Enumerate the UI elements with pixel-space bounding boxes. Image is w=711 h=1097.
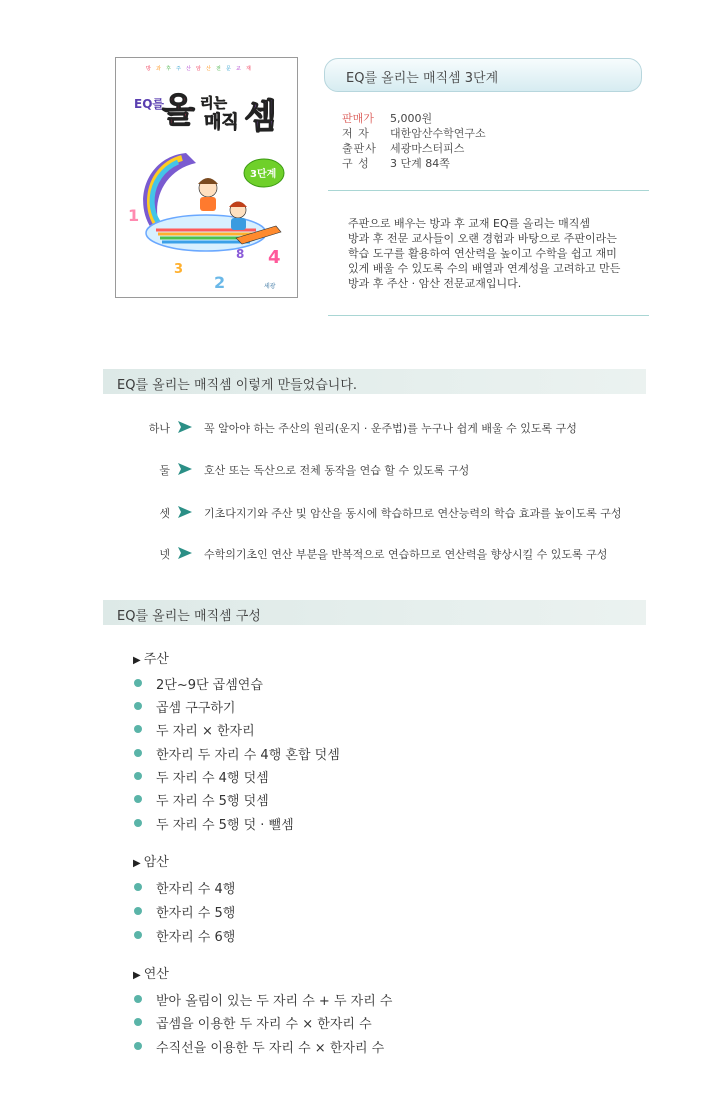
cover-stage-badge: 3단계: [250, 169, 277, 180]
list-item-text: 두 자리 수 5행 덧셈: [156, 794, 269, 809]
info-value: 3 단계 84쪽: [390, 157, 450, 170]
composition-section-header: [103, 600, 646, 625]
group-name: 주산: [143, 652, 169, 667]
svg-text:전: 전: [216, 66, 221, 72]
bullet-icon: [134, 883, 142, 891]
cover-publisher-mark: 세광: [264, 283, 276, 290]
list-item-text: 두 자리 × 한자리: [156, 724, 255, 739]
section-title: EQ를 올리는 매직셈 이렇게 만들었습니다.: [117, 378, 358, 393]
description-line: 학습 도구를 활용하여 연산력을 높이고 수학을 쉽고 재미: [348, 247, 617, 260]
info-label: 출판사: [342, 142, 377, 155]
svg-text:매직: 매직: [204, 112, 239, 133]
svg-text:4: 4: [268, 247, 281, 268]
feature-number: 넷: [159, 548, 170, 561]
list-item-text: 한자리 수 4행: [156, 882, 236, 897]
list-item-text: 두 자리 수 5행 덧 · 뺄셈: [156, 818, 294, 833]
composition-group-title: [133, 851, 169, 870]
bullet-icon: [134, 1042, 142, 1050]
list-item-text: 한자리 두 자리 수 4행 혼합 덧셈: [156, 748, 340, 763]
triangle-right-icon: ▶: [133, 858, 141, 869]
feature-text: 기초다지기와 주산 및 암산을 동시에 학습하므로 연산능력의 학습 효과를 높이도록 구성: [204, 507, 622, 520]
bullet-icon: [134, 931, 142, 939]
description-line: 있게 배울 수 있도록 수의 배열과 연계성을 고려하고 만든: [348, 262, 621, 275]
svg-text:과: 과: [156, 66, 161, 72]
product-info-table: [342, 111, 486, 171]
bullet-icon: [134, 995, 142, 1003]
bullet-icon: [134, 749, 142, 757]
product-title: EQ를 올리는 매직셈 3단계: [346, 71, 499, 86]
info-value: 5,000원: [390, 112, 433, 125]
list-item-text: 곱셈을 이용한 두 자리 수 × 한자리 수: [156, 1017, 372, 1032]
arrow-right-icon: [178, 506, 192, 518]
description-line: 방과 후 주산 · 암산 전문교재입니다.: [348, 277, 522, 290]
feature-text: 호산 또는 독산으로 전체 동작을 연습 할 수 있도록 구성: [204, 464, 470, 477]
list-item-text: 받아 올림이 있는 두 자리 수 + 두 자리 수: [156, 994, 393, 1009]
info-row-price: [342, 111, 486, 126]
bullet-icon: [134, 702, 142, 710]
group-name: 연산: [143, 967, 169, 982]
list-item-text: 한자리 수 6행: [156, 930, 236, 945]
svg-text:리는: 리는: [200, 96, 228, 112]
svg-text:3: 3: [174, 262, 184, 277]
bullet-icon: [134, 795, 142, 803]
features-section-header: [103, 369, 646, 394]
svg-text:2: 2: [214, 273, 226, 292]
svg-text:재: 재: [246, 66, 251, 72]
divider: [328, 190, 649, 191]
group-name: 암산: [143, 855, 169, 870]
list-item-text: 곱셈 구구하기: [156, 701, 236, 716]
cover-title-top: EQ를: [134, 97, 164, 111]
bullet-icon: [134, 1018, 142, 1026]
svg-text:1: 1: [128, 206, 140, 225]
arrow-right-icon: [178, 421, 192, 433]
svg-text:교: 교: [236, 66, 241, 72]
svg-text:산: 산: [186, 66, 191, 72]
svg-text:산: 산: [206, 66, 211, 72]
feature-number: 셋: [159, 507, 170, 520]
triangle-right-icon: ▶: [133, 970, 141, 981]
description-line: 주판으로 배우는 방과 후 교재 EQ를 올리는 매직셈: [348, 217, 590, 230]
composition-group-title: [133, 648, 169, 667]
svg-text:방: 방: [146, 66, 151, 72]
feature-number: 둘: [159, 464, 170, 477]
triangle-right-icon: ▶: [133, 655, 141, 666]
list-item-text: 한자리 수 5행: [156, 906, 236, 921]
svg-text:8: 8: [236, 247, 245, 261]
info-label: 저 자: [342, 127, 370, 140]
list-item-text: 수직선을 이용한 두 자리 수 × 한자리 수: [156, 1041, 385, 1056]
arrow-right-icon: [178, 463, 192, 475]
info-row-publisher: [342, 141, 486, 156]
svg-text:셈: 셈: [244, 97, 277, 137]
svg-text:암: 암: [196, 66, 201, 72]
list-item-text: 두 자리 수 4행 덧셈: [156, 771, 269, 786]
list-item-text: 2단~9단 곱셈연습: [156, 678, 263, 693]
svg-text:문: 문: [226, 66, 231, 72]
info-label: 구 성: [342, 157, 370, 170]
book-cover-image: [115, 57, 298, 298]
bullet-icon: [134, 679, 142, 687]
description-line: 방과 후 전문 교사들이 오랜 경험과 바탕으로 주판이라는: [348, 232, 617, 245]
feature-text: 수학의기초인 연산 부분을 반복적으로 연습하므로 연산력을 향상시킬 수 있도록 구성: [204, 548, 608, 561]
svg-text:후: 후: [166, 66, 171, 72]
arrow-right-icon: [178, 547, 192, 559]
product-description: [348, 216, 638, 291]
bullet-icon: [134, 772, 142, 780]
bullet-icon: [134, 725, 142, 733]
composition-group-title: [133, 963, 169, 982]
divider: [328, 315, 649, 316]
svg-text:주: 주: [176, 66, 181, 72]
feature-number: 하나: [148, 422, 170, 435]
info-row-composition: [342, 156, 486, 171]
section-title: EQ를 올리는 매직셈 구성: [117, 609, 261, 624]
bullet-icon: [134, 907, 142, 915]
svg-text:올: 올: [162, 91, 195, 131]
bullet-icon: [134, 819, 142, 827]
info-value: 세광마스터피스: [390, 142, 465, 155]
feature-text: 꼭 알아야 하는 주산의 원리(운지 · 운주법)를 누구나 쉽게 배울 수 있도록 구성: [204, 422, 577, 435]
info-row-author: [342, 126, 486, 141]
info-label: 판매가: [342, 112, 374, 125]
info-value: 대한암산수학연구소: [390, 127, 486, 140]
